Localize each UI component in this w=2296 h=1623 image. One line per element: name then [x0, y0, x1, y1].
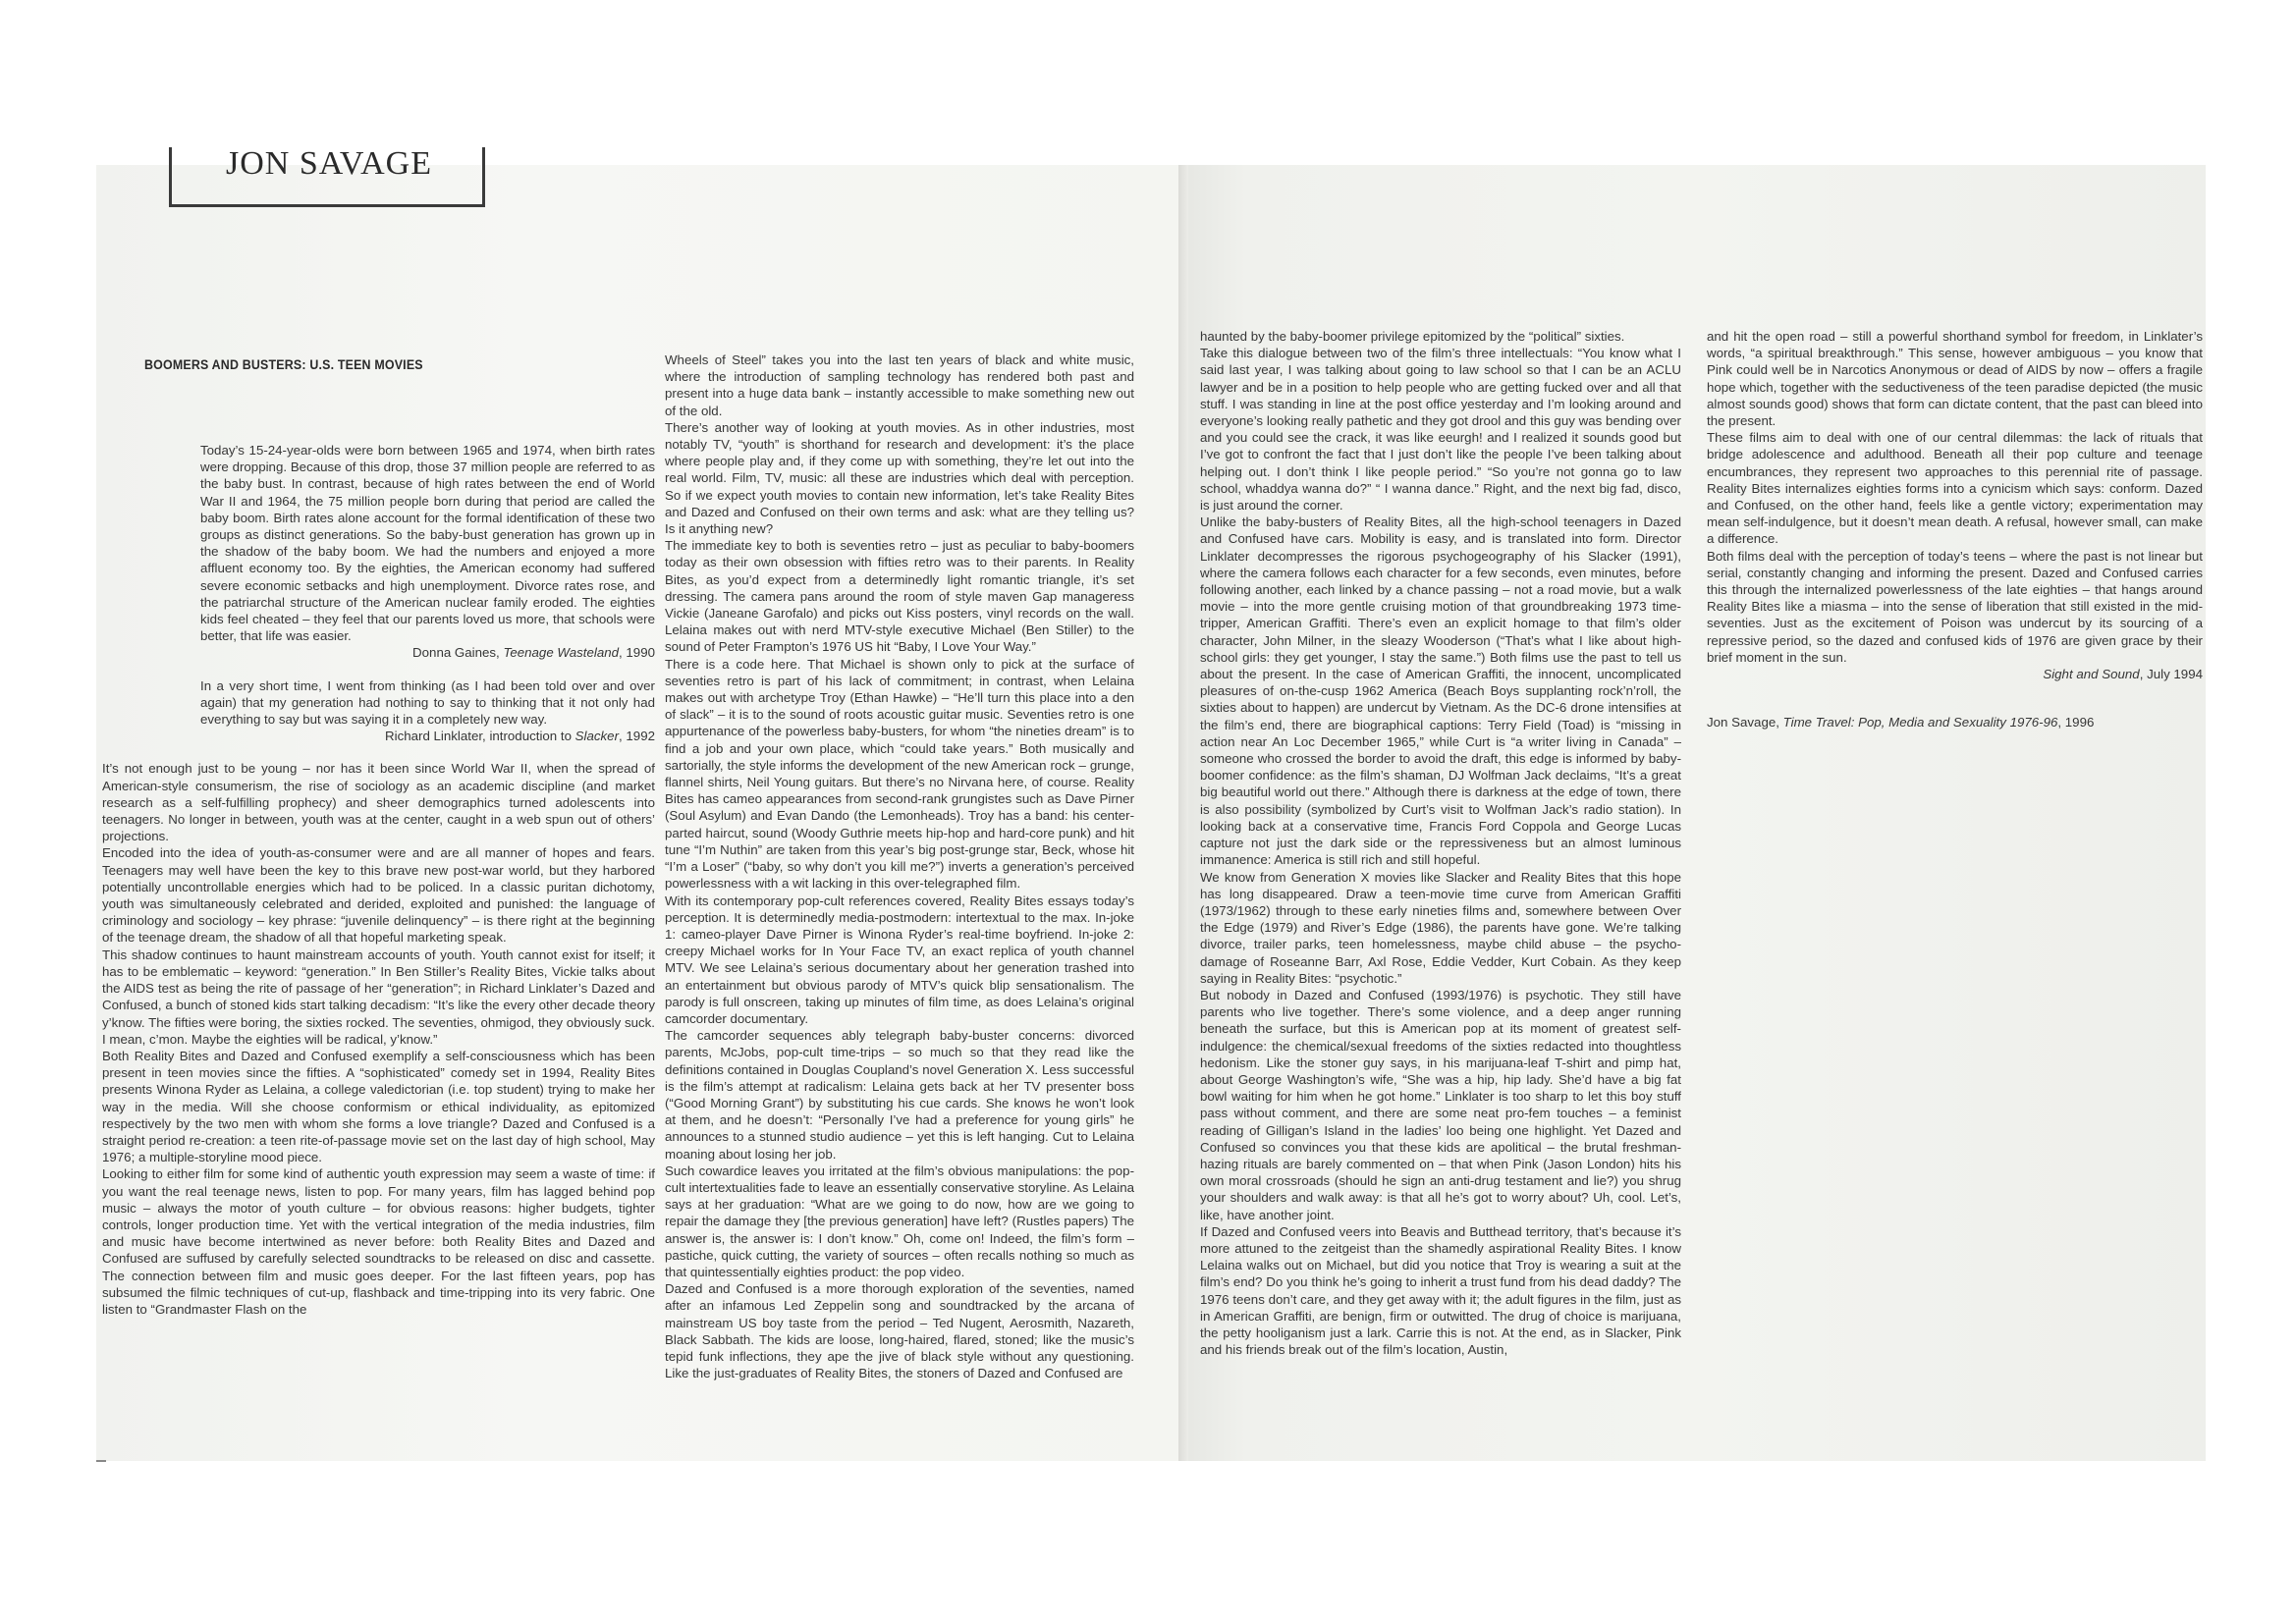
book-credit: Jon Savage, Time Travel: Pop, Media and Sexuality 1976-96, 1996 — [1707, 715, 2095, 730]
paragraph: If Dazed and Confused veers into Beavis and Butthead territory, that’s because it’s more attuned to the zeitgeist than the shamedly aspirational Reality Bites. I know Lelaina walks out on Michael, but did you notice that Troy is wearing a suit at the film’s end? Do you think he’s going to inherit a trust fund from his dead daddy? The 1976 teens don’t care, and they get away with it; the adult figures in the film, just as in American Graffiti, are benign, firm or outwitted. The drug of choice is marijuana, the petty hooliganism just a lark. Carrie this is not. At the end, as in Slacker, Pink and his friends break out of the film’s location, Austin, — [1200, 1223, 1681, 1358]
paragraph: Dazed and Confused is a more thorough exploration of the seventies, named after an infamous Led Zeppelin song and soundtracked by the arcana of mainstream US boy taste from the period – Ted Nugent, Aerosmith, Nazareth, Black Sabbath. The kids are loose, long-haired, flared, stoned; like the music’s tepid funk inflections, they ape the jive of black style without any questioning. Like the just-graduates of Reality Bites, the stoners of Dazed and Confused are — [665, 1281, 1134, 1381]
epigraph-attribution: Richard Linklater, introduction to Slacker, 1992 — [385, 729, 655, 744]
scan-artifact — [96, 1460, 106, 1462]
paragraph: The immediate key to both is seventies retro – just as peculiar to baby-boomers today as their own obsession with fifties retro was to their parents. In Reality Bites, as you’d expect from a determinedly light romantic triangle, it’s set dressing. The camera pans around the room of style maven Gap manageress Vickie (Janeane Garofalo) and picks out Kiss posters, vinyl records on the wall. Lelaina makes out with nerd MTV-style executive Michael (Ben Stiller) to the sound of Peter Frampton’s 1976 US hit “Baby, I Love Your Way.” — [665, 538, 1134, 655]
paragraph: There’s another way of looking at youth movies. As in other industries, most notably TV, “youth” is shorthand for research and development: it’s the place where people play and, if they come up with something, they’re let out into the real world. Film, TV, music: all these are industries which deal with perception. So if we expect youth movies to contain new information, let’s take Reality Bites and Dazed and Confused on their own terms and ask: what are they telling us? Is it anything new? — [665, 419, 1134, 537]
epigraph-text: In a very short time, I went from thinking (as I had been told over and over again) that my generation had nothing to say to thinking that it not only had everything to say but was saying it in a completely new way. — [200, 677, 655, 728]
source-citation: Sight and Sound, July 1994 — [2043, 667, 2203, 682]
epigraph-text: Today’s 15-24-year-olds were born between 1965 and 1974, when birth rates were dropping. Because of this drop, those 37 million people are referred to as the baby bust. In contrast, because of high rates between the end of World War II and 1964, the 75 million people born during that period are called the baby boom. Birth rates alone account for the formal identification of these two groups as distinct generations. So the baby-bust generation has grown up in the shadow of the baby boom. We had the numbers and enjoyed a more affluent economy too. By the eighties, the American economy had suffered severe economic setbacks and high unemployment. Divorce rates rose, and the patriarchal structure of the American nuclear family eroded. The eighties kids feel cheated – they feel that our parents loved us more, that schools were better, that life was easier. — [200, 443, 655, 644]
column-2 — [665, 352, 1134, 1381]
paragraph: Take this dialogue between two of the film’s three intellectuals: “You know what I said last year, I was talking about going to law school so that I can be an ACLU lawyer and be in a position to help people who are getting fucked over and all that stuff. I was standing in line at the post office yesterday and I’m looking around and everyone’s looking really pathetic and they got drool and this guy was bending over and you could see the crack, it was like eeurgh! and I realized it sounds good but I’ve got to confront the fact that I just don’t like the people I’ve been talking about helping out. I don’t think I like people period.” “So you’re not gonna go to law school, whaddya wanna do?” “ I wanna dance.” Right, and the next big fad, disco, is just around the corner. — [1200, 346, 1681, 514]
body-text — [102, 760, 655, 1318]
paragraph: Both Reality Bites and Dazed and Confused exemplify a self-consciousness which has been present in teen movies since the fifties. A “sophisticated” comedy set in 1994, Reality Bites presents Winona Ryder as Lelaina, a college valedictorian (i.e. top student) trying to make her way in the media. Will she choose conformism or ethical individuality, as epitomized respectively by the two men with whom she forms a love triangle? Dazed and Confused is a straight period re-creation: a teen rite-of-passage movie set on the last day of high school, May 1976; a multiple-storyline mood piece. — [102, 1048, 655, 1165]
epigraph-2 — [139, 677, 655, 745]
book-gutter — [1178, 165, 1188, 1461]
paragraph: These films aim to deal with one of our central dilemmas: the lack of rituals that bridge adolescence and adulthood. Beneath all their pop culture and teenage encumbrances, they represent two approaches to this perennial rite of passage. Reality Bites internalizes eighties forms into a cynicism which says: conform. Dazed and Confused, on the other hand, feels like a gentle victory; experimentation may mean self-indulgence, but it doesn’t mean death. A refusal, however small, can make a difference. — [1707, 430, 2203, 547]
column-1 — [102, 442, 655, 1318]
epigraph-1 — [139, 442, 655, 662]
column-4 — [1707, 328, 2203, 730]
paragraph: haunted by the baby-boomer privilege epitomized by the “political” sixties. — [1200, 329, 1625, 344]
paragraph: But nobody in Dazed and Confused (1993/1976) is psychotic. They still have parents who live together. There’s some violence, and a deep anger running beneath the surface, but this is American pop at its moment of greatest self-indulgence: the chemical/sexual freedoms of the sixties redacted into thoughtless hedonism. Like the stoner guy says, in his marijuana-leaf T-shirt and pimp hat, about George Washington’s wife, “She was a hip, hip lady. She’d have a big fat bowl waiting for him when he got home.” Linklater is too sharp to let this boy stuff pass without comment, and there are some neat pro-fem touches – a feminist reading of Gilligan’s Island in the ladies’ loo being one highlight. Yet Dazed and Confused so convinces you that these kids are apolitical – the brutal freshman-hazing rituals are barely commented on – that when Pink (Jason London) hits his own moral crossroads (should he sign an anti-drug testament and lie?) you shrug your shoulders and walk away: is that all he’s got to worry about? Uh, cool. Let’s, like, have another joint. — [1200, 987, 1681, 1222]
epigraph-attribution: Donna Gaines, Teenage Wasteland, 1990 — [412, 645, 655, 661]
article-title: BOOMERS AND BUSTERS: U.S. TEEN MOVIES — [144, 357, 423, 372]
paragraph: Unlike the baby-busters of Reality Bites, all the high-school teenagers in Dazed and Confused have cars. Mobility is easy, and is translated into form. Director Linklater decompresses the rigorous psychogeography of his Slacker (1991), where the camera follows each character for a few seconds, even minutes, before following another, each linked by a chance passing – not a road movie, but a walk movie – into the more gentle cruising motion of that groundbreaking 1973 time-tripper, American Graffiti. There’s even an explicit homage to that film’s older character, John Milner, in the sleazy Wooderson (“That’s what I like about high-school girls: they get younger, I stay the same.”) Both films use the past to tell us about the present. In the case of American Graffiti, the innocent, uncomplicated pleasures of on-the-cusp 1962 America (Beach Boys supplanting rock’n’roll, the sixties about to happen) are undercut by Vietnam. As the DC-6 drone intensifies at the film’s end, there are biographical captions: Terry Field (Toad) is “missing in action near An Loc December 1965,” while Curt is “a writer living in Canada” – someone who crossed the border to avoid the draft, this edge is informed by baby-boomer confidence: as the film’s shaman, DJ Wolfman Jack declaims, “It’s a great big beautiful world out there.” Although there is darkness at the edge of town, there is also possibility (symbolized by Curt’s visit to Wolfman Jack’s radio station). In looking back at a conservative time, Francis Ford Coppola and George Lucas capture not just the dark side or the repressiveness but an almost luminous immanence: America is still rich and still hopeful. — [1200, 514, 1681, 868]
paragraph: With its contemporary pop-cult references covered, Reality Bites essays today’s perception. It is determinedly media-postmodern: intertextual to the max. In-joke 1: cameo-player Dave Pirner is Winona Ryder’s real-time boyfriend. In-joke 2: creepy Michael works for In Your Face TV, an exact replica of youth channel MTV. We see Lelaina’s serious documentary about her generation trashed into an entertainment but obvious parody of MTV’s quick blip sensationalism. The parody is full onscreen, taking up minutes of film time, as does Lelaina’s original camcorder documentary. — [665, 893, 1134, 1026]
paragraph: Looking to either film for some kind of authentic youth expression may seem a waste of time: if you want the real teenage news, listen to pop. For many years, film has lagged behind pop music – always the motor of youth culture – for obvious reasons: higher budgets, tighter controls, longer production time. Yet with the vertical integration of the media industries, film and music have become intertwined as never before: both Reality Bites and Dazed and Confused are suffused by carefully selected soundtracks to be released on disc and cassette. The connection between film and music goes deeper. For the last fifteen years, pop has subsumed the filmic techniques of cut-up, flashback and time-tripping into its very fabric. One listen to “Grandmaster Flash on the — [102, 1166, 655, 1317]
paragraph: Both films deal with the perception of today’s teens – where the past is not linear but serial, constantly changing and informing the present. Dazed and Confused carries this through the internalized powerlessness of the late eighties – that hangs around Reality Bites like a miasma – into the sense of liberation that still existed in the mid-seventies. Just as the excitement of Poison was undercut by its sourcing of a repressive period, so the dazed and confused kids of 1976 are given grace by their brief moment in the sun. — [1707, 548, 2203, 665]
column-3 — [1200, 328, 1681, 1358]
paragraph: Such cowardice leaves you irritated at the film’s obvious manipulations: the pop-cult intertextualities fade to leave an essentially conservative storyline. As Lelaina says at her graduation: “What are we going to do now, how are we going to repair the damage they [the previous generation] have left? (Rustles papers) The answer is, the answer is: I don’t know.” Oh, come on! Indeed, the film’s form – pastiche, quick cutting, the variety of sources – often recalls nothing so much as that quintessentially eighties product: the pop video. — [665, 1163, 1134, 1279]
paragraph: and hit the open road – still a powerful shorthand symbol for freedom, in Linklater’s words, “a spiritual breakthrough.” This sense, however ambiguous – you know that Pink could well be in Narcotics Anonymous or dead of AIDS by now – offers a fragile hope which, together with the seductiveness of the teen paradise depicted (the music almost sounds good) shows that form can dictate content, that the past can bleed into the present. — [1707, 329, 2203, 429]
running-head-author: JON SAVAGE — [226, 145, 432, 182]
paragraph: Wheels of Steel” takes you into the last ten years of black and white music, where the introduction of sampling technology has rendered both past and present into a huge data bank – instantly accessible to make something new out of the old. — [665, 352, 1134, 418]
paragraph: It’s not enough just to be young – nor has it been since World War II, when the spread of American-style consumerism, the rise of sociology as an academic discipline (and market research as a self-fulfilling prophecy) and sheer demographics turned adolescents into teenagers. No longer in between, youth was at the center, caught in a web spun out of others’ projections. — [102, 761, 655, 844]
paragraph: We know from Generation X movies like Slacker and Reality Bites that this hope has long disappeared. Draw a teen-movie time curve from American Graffiti (1973/1962) through to these early nineties films and, somewhere between Over the Edge (1979) and River’s Edge (1986), the parents have gone. We’re talking divorce, trailer parks, teen homelessness, maybe child abuse – the psycho-damage of Roseanne Barr, Axl Rose, Eddie Vedder, Kurt Cobain. As they keep saying in Reality Bites: “psychotic.” — [1200, 869, 1681, 986]
paragraph: The camcorder sequences ably telegraph baby-buster concerns: divorced parents, McJobs, pop-cult time-trips – so much so that they read like the definitions contained in Douglas Coupland’s novel Generation X. Less successful is the film’s attempt at radicalism: Lelaina gets back at her TV presenter boss (“Good Morning Grant”) by substituting his cue cards. She knows he won’t look at them, and he doesn’t: “Personally I’ve had a preference for young girls” he announces to a stunned studio audience – yet this is left hanging. Cut to Lelaina moaning about losing her job. — [665, 1028, 1134, 1162]
paragraph: Encoded into the idea of youth-as-consumer were and are all manner of hopes and fears. Teenagers may well have been the key to this brave new post-war world, but they harbored potentially uncontrollable energies which had to be policed. In a classic puritan dichotomy, youth was simultaneously celebrated and derided, exploited and punished: the language of criminology and sociology – key phrase: “juvenile delinquency” – is there right at the beginning of the teenage dream, the shadow of all that hopeful marketing speak. — [102, 845, 655, 946]
paragraph: There is a code here. That Michael is shown only to pick at the surface of seventies retro is part of his lack of commitment; in contrast, when Lelaina makes out with archetype Troy (Ethan Hawke) – “He’ll turn this place into a den of slack” – it is to the sound of roots acoustic guitar music. Seventies retro is one appurtenance of the powerless baby-busters, for whom “the nineties dream” is to find a job and your own place, which “could take years.” Both musically and sartorially, the style informs the development of the new American rock – grunge, flannel shirts, Neil Young guitars. But there’s no Nirvana here, of course. Reality Bites has cameo appearances from second-rank grungistes such as Dave Pirner (Soul Asylum) and Evan Dando (the Lemonheads). Troy has a band: his center-parted haircut, sound (Woody Guthrie meets hip-hop and hard-core punk) and hit tune “I’m Nuthin” are taken from this year’s big post-grunge star, Beck, whose hit “I’m a Loser” (“baby, so why don’t you kill me?”) inverts a generation’s perceived powerlessness with a wit lacking in this over-telegraphed film. — [665, 656, 1134, 892]
paragraph: This shadow continues to haunt mainstream accounts of youth. Youth cannot exist for itself; it has to be emblematic – keyword: “generation.” In Ben Stiller’s Reality Bites, Vickie talks about the AIDS test as being the rite of passage of her “generation”; in Richard Linklater’s Dazed and Confused, a bunch of stoned kids start talking decadism: “It’s like the every other decade theory y’know. The fifties were boring, the sixties rocked. The seventies, ohmigod, they obviously suck. I mean, c’mon. Maybe the eighties will be radical, y’know.” — [102, 947, 655, 1047]
